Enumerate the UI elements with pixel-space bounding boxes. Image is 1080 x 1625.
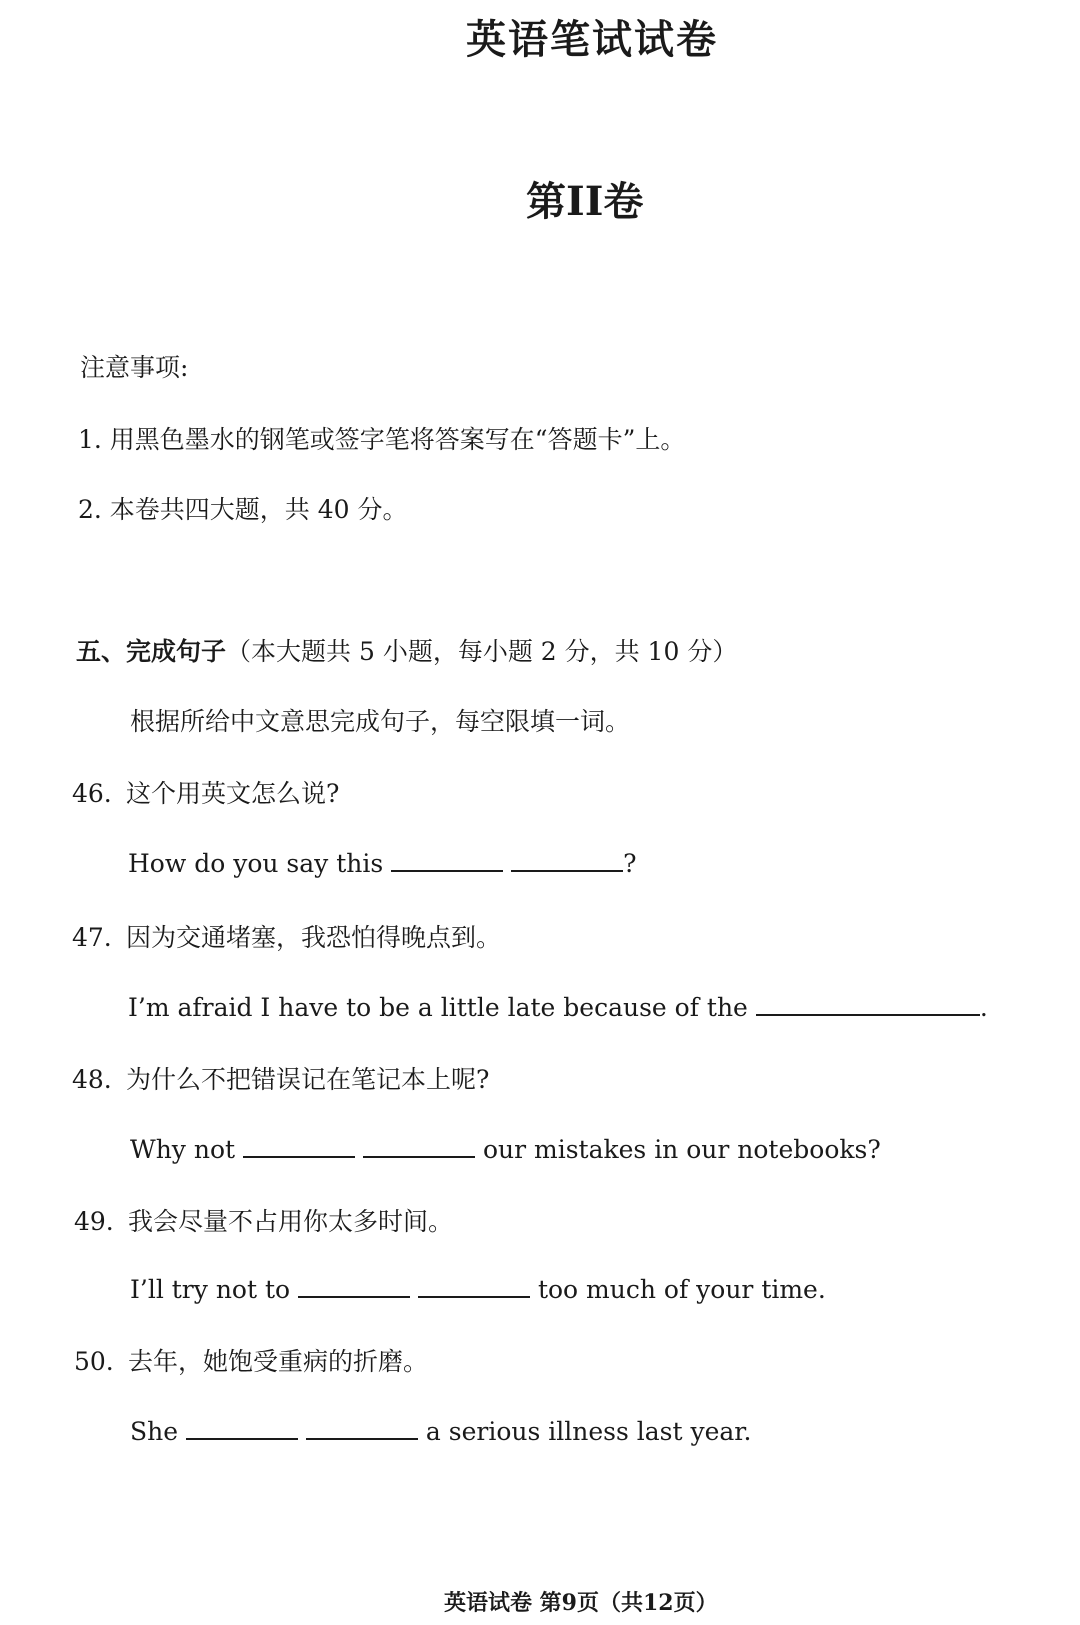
sentence-before: How do you say this [128, 849, 384, 878]
question-48-chinese [72, 1060, 489, 1096]
question-number: 48. [72, 1065, 112, 1094]
sentence-after: ? [623, 849, 637, 878]
question-number: 46. [72, 779, 112, 808]
question-number: 47. [72, 923, 112, 952]
sentence-after: too much of your time. [537, 1275, 826, 1304]
answer-blank[interactable] [298, 1272, 410, 1298]
sentence-before: I’ll try not to [130, 1275, 291, 1304]
question-49-chinese [74, 1202, 453, 1238]
question-49-sentence [130, 1272, 826, 1304]
sentence-after: a serious illness last year. [425, 1417, 752, 1446]
section-title-detail: （本大题共 5 小题，每小题 2 分，共 10 分） [226, 637, 738, 666]
page-footer: 英语试卷 第9页（共12页） [444, 1590, 718, 1616]
sentence-before: I’m afraid I have to be a little late because of the [128, 993, 748, 1022]
exam-title: 英语笔试试卷 [466, 16, 718, 63]
answer-blank[interactable] [511, 846, 623, 872]
notice-item-2: 2. 本卷共四大题，共 40 分。 [78, 495, 408, 524]
sentence-before: She [130, 1417, 179, 1446]
question-48-sentence [130, 1132, 881, 1164]
question-cn-text: 为什么不把错误记在笔记本上呢? [126, 1065, 490, 1094]
answer-blank[interactable] [868, 990, 980, 1016]
section-title: 五、完成句子 [76, 637, 227, 666]
question-cn-text: 去年，她饱受重病的折磨。 [128, 1347, 429, 1376]
question-50-chinese [74, 1342, 428, 1378]
question-46-chinese [72, 774, 339, 810]
answer-blank[interactable] [243, 1132, 355, 1158]
answer-blank[interactable] [756, 990, 868, 1016]
volume-title: 第II卷 [526, 178, 644, 225]
question-46-sentence [128, 846, 637, 878]
answer-blank[interactable] [418, 1272, 530, 1298]
section-instruction: 根据所给中文意思完成句子，每空限填一词。 [130, 707, 631, 736]
section-heading [76, 632, 737, 668]
question-cn-text: 我会尽量不占用你太多时间。 [128, 1207, 454, 1236]
answer-blank[interactable] [363, 1132, 475, 1158]
question-47-sentence [128, 990, 988, 1022]
question-cn-text: 这个用英文怎么说? [126, 779, 340, 808]
sentence-after: our mistakes in our notebooks? [482, 1135, 881, 1164]
question-47-chinese [72, 918, 501, 954]
answer-blank[interactable] [186, 1414, 298, 1440]
question-number: 49. [74, 1207, 114, 1236]
answer-blank[interactable] [306, 1414, 418, 1440]
answer-blank[interactable] [391, 846, 503, 872]
question-50-sentence [130, 1414, 751, 1446]
question-number: 50. [74, 1347, 114, 1376]
sentence-after: . [979, 993, 988, 1022]
notice-heading: 注意事项: [80, 353, 189, 382]
notice-item-1: 1. 用黑色墨水的钢笔或签字笔将答案写在“答题卡”上。 [78, 425, 686, 454]
sentence-before: Why not [130, 1135, 236, 1164]
question-cn-text: 因为交通堵塞，我恐怕得晚点到。 [126, 923, 502, 952]
